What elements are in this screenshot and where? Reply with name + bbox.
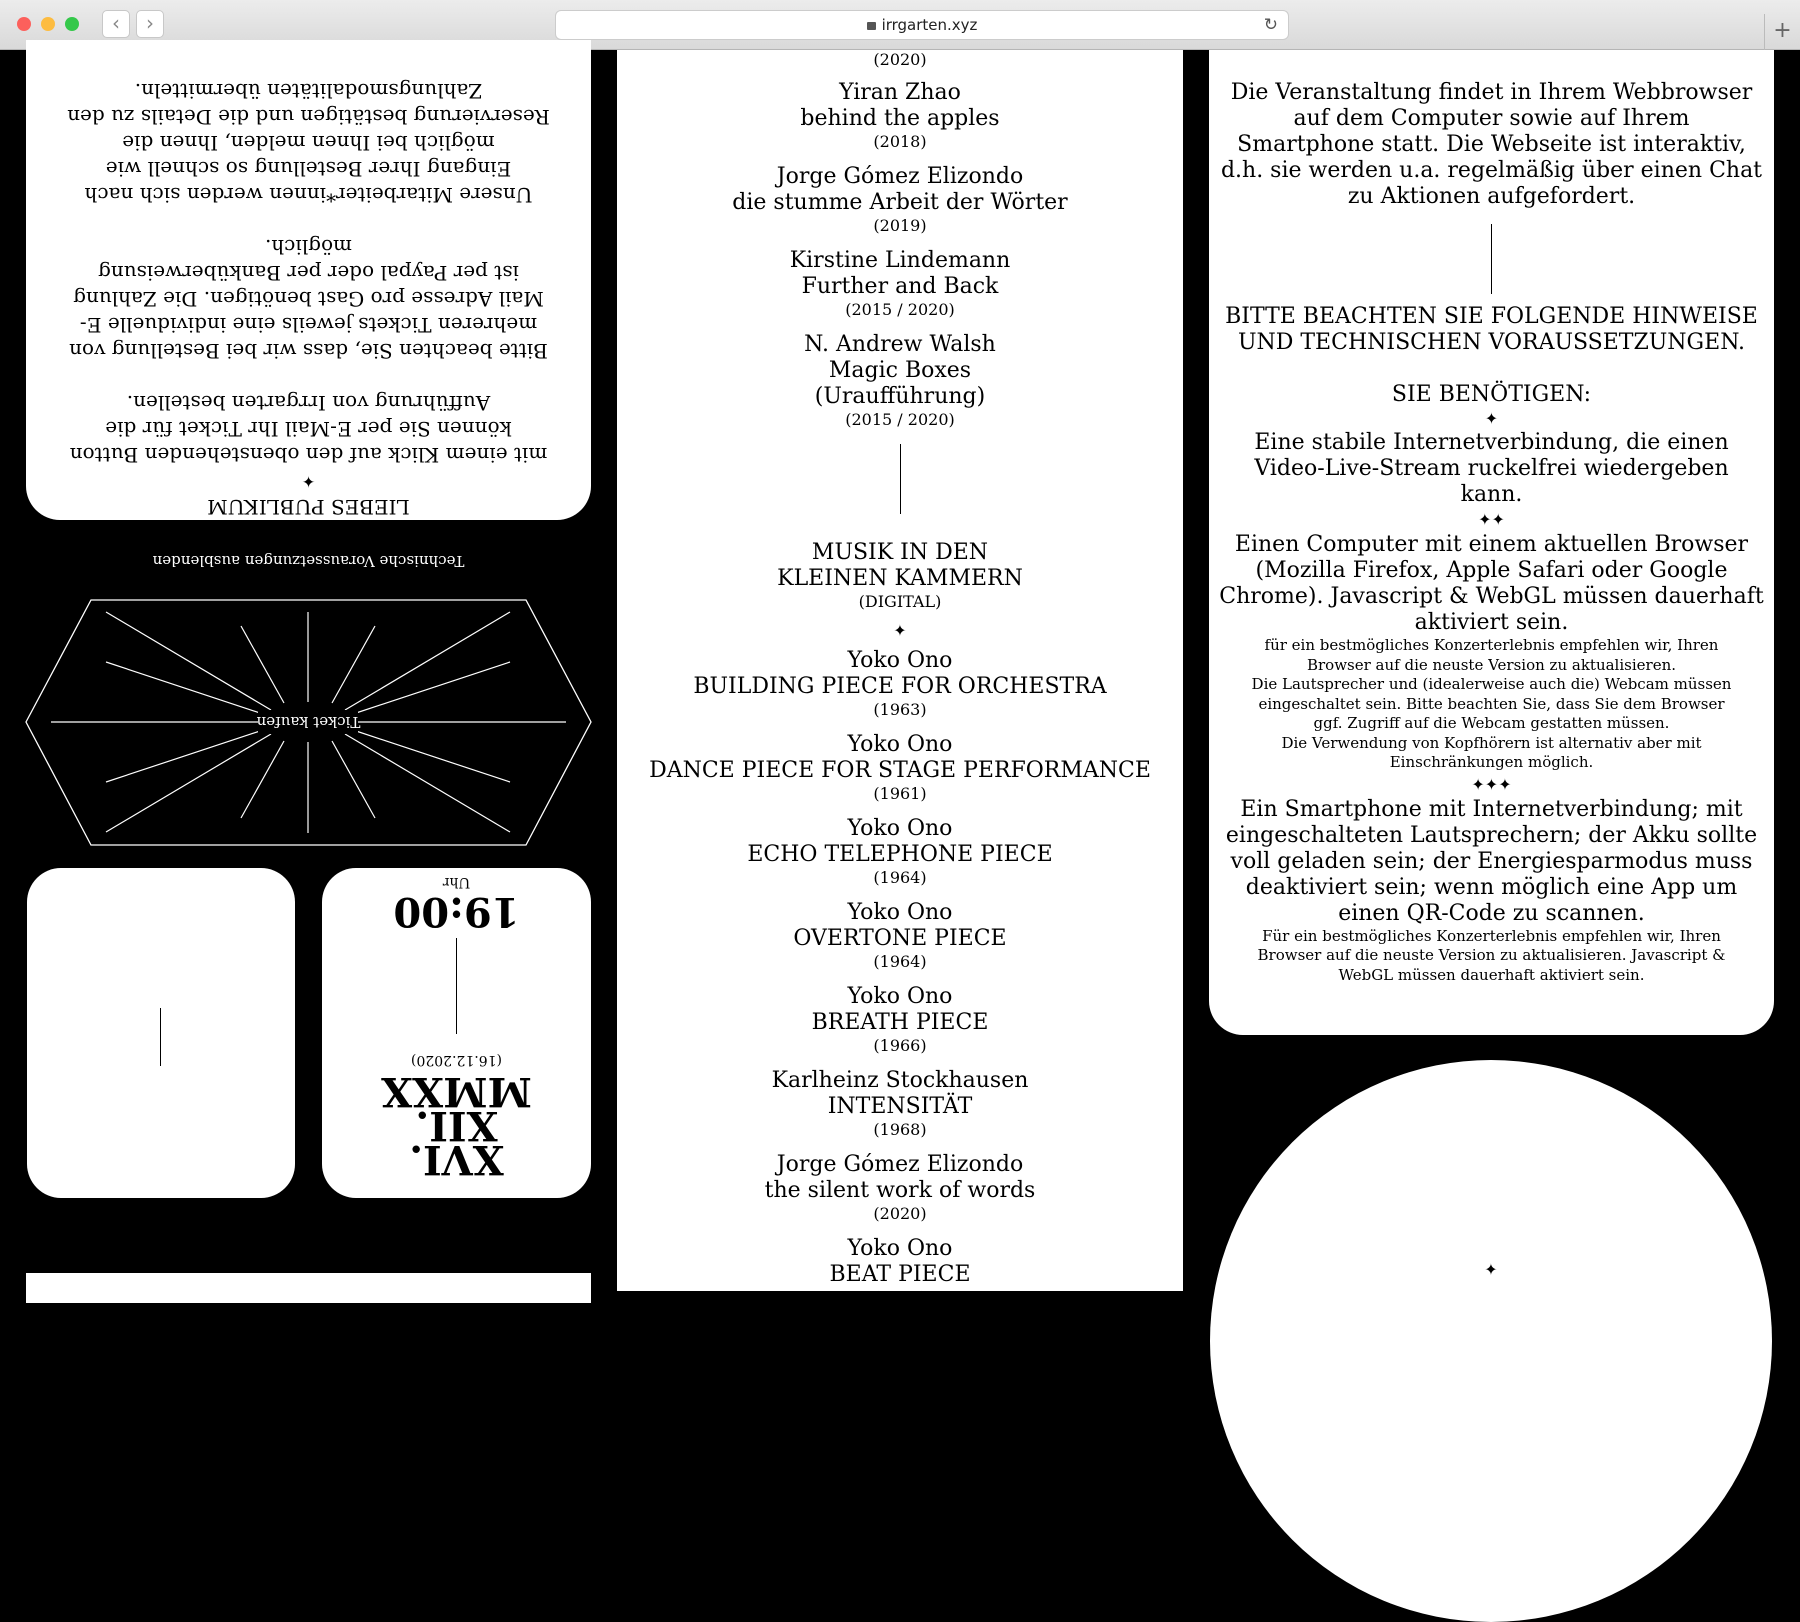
circle-card <box>1210 1060 1772 1622</box>
minimize-window-button[interactable] <box>41 17 55 31</box>
time-unit: Uhr <box>442 874 471 890</box>
program-entry: Yoko Ono BEAT PIECE (1963) <box>829 1236 971 1307</box>
divider-line <box>1491 224 1492 294</box>
divider-line <box>160 1008 161 1066</box>
program-entry: Jorge Gómez Elizondo the silent work of words (2020) <box>764 1152 1036 1223</box>
close-window-button[interactable] <box>17 17 31 31</box>
program-column <box>617 50 1183 1307</box>
next-card <box>26 1273 591 1303</box>
program-entry: Yoko Ono DANCE PIECE FOR STAGE PERFORMANCE (1961) <box>649 732 1151 803</box>
chevron-left-icon: ‹ <box>112 11 120 35</box>
page-viewport <box>0 50 1800 1307</box>
notice-title: LIEBES PUBLIKUM <box>207 495 410 519</box>
notice-paragraph-2: Bitte beachten Sie, dass wir bei Bestellung von mehreren Tickets jeweils eine individuelle E- Mail Adresse pro Gast benötigen. Die Zahlung ist per Paypal oder per Banküberweisung möglich. <box>69 235 548 363</box>
divider-line <box>456 938 457 1034</box>
program-entry: Yiran Zhao behind the apples (2018) <box>800 80 1000 151</box>
program-entry: Karlheinz Stockhausen INTENSITÄT (1968) <box>771 1068 1029 1139</box>
requirement-smartphone-note: Für ein bestmögliches Konzerterlebnis empfehlen wir, Ihren Browser auf die neuste Version zu aktualisieren. Javascript & WebGL müssen dauerhaft aktiviert sein. <box>1257 926 1726 984</box>
requirement-smartphone: Ein Smartphone mit Internetverbindung; mit eingeschalteten Lautsprechern; der Akku sollte voll geladen sein; der Energiesparmodus muss deaktiviert sein; wenn möglich eine App um einen QR-Code zu scannen. <box>1225 796 1758 926</box>
date-card <box>322 868 591 1198</box>
ticket-button-label: Ticket kaufen <box>256 713 361 731</box>
notice-paragraph-3: Unsere Mitarbeiter*innen werden sich nach Eingang Ihrer Bestellung so schnell wie möglich bei Ihnen melden, Ihnen die Reservierung bestätigen und die Details zu den Zahlungsmodalitäten übermitteln. <box>67 79 550 207</box>
ticket-button[interactable] <box>26 600 591 845</box>
date-numeric: (16.12.2020) <box>410 1052 503 1068</box>
new-tab-button[interactable]: + <box>1764 14 1800 50</box>
lock-icon <box>867 22 876 30</box>
need-heading: SIE BENÖTIGEN: <box>1391 382 1592 407</box>
star-icon: ✦✦✦ <box>1471 774 1512 794</box>
requirement-computer-note: für ein bestmögliches Konzerterlebnis empfehlen wir, Ihren Browser auf die neuste Version zu aktualisieren. Die Lautsprecher und (idealerweise auch die) Webcam müssen eingeschaltet sein. Bitte beachten Sie, dass Sie dem Browser ggf. Zugriff auf die Webcam gestatten müssen. Die Verwendung von Kopfhörern ist alternativ aber mit Einschränkungen möglich. <box>1251 636 1732 771</box>
requirement-computer: Einen Computer mit einem aktuellen Browser (Mozilla Firefox, Apple Safari oder Google Chrome). Javascript & WebGL müssen dauerhaft aktiviert sein. <box>1219 532 1764 635</box>
section-title: MUSIK IN DEN KLEINEN KAMMERN (DIGITAL) <box>777 540 1023 611</box>
chevron-right-icon: › <box>146 11 154 35</box>
program-entry: Yoko Ono BUILDING PIECE FOR ORCHESTRA (1963) <box>693 648 1107 719</box>
url-text: irrgarten.xyz <box>881 16 978 34</box>
notice-card <box>26 40 591 520</box>
program-entry: Jorge Gómez Elizondo die stumme Arbeit der Wörter (2019) <box>732 164 1068 235</box>
program-entry: Yoko Ono OVERTONE PIECE (1964) <box>793 900 1007 971</box>
back-button[interactable] <box>102 10 130 38</box>
star-icon: ✦ <box>893 621 907 640</box>
star-icon: ✦ <box>1484 1260 1498 1279</box>
reload-icon[interactable]: ↻ <box>1263 15 1278 35</box>
program-entry: Kirstine Lindemann Further and Back (2015 / 2020) <box>789 248 1011 319</box>
forward-button[interactable] <box>136 10 164 38</box>
requirements-card <box>1209 50 1774 1035</box>
hide-requirements-link[interactable]: Technische Voraussetzungen ausblenden <box>152 552 465 570</box>
star-icon: ✦ <box>1484 409 1499 428</box>
maximize-window-button[interactable] <box>65 17 79 31</box>
time: 19:00 <box>393 888 520 935</box>
program-entry: Yoko Ono BREATH PIECE (1966) <box>811 984 989 1055</box>
address-bar[interactable] <box>555 10 1289 40</box>
star-icon: ✦✦ <box>1478 510 1505 529</box>
date-roman: XVI. XII. MMXX <box>381 1068 532 1183</box>
work-year: (2020) <box>873 50 927 69</box>
notice-heading: BITTE BEACHTEN SIE FOLGENDE HINWEISE UND TECHNISCHEN VORAUSSETZUNGEN. <box>1225 304 1758 355</box>
requirement-internet: Eine stabile Internetverbindung, die einen Video-Live-Stream ruckelfrei wiedergeben kann. <box>1254 430 1729 507</box>
notice-paragraph-1: mit einem Klick auf den obenstehenden Button können Sie per E-Mail Ihr Ticket für die Aufführung von Irrgarten bestellen. <box>69 391 548 467</box>
divider-line <box>900 444 901 514</box>
blank-card <box>27 868 295 1198</box>
star-icon: ✦ <box>301 472 316 491</box>
program-entry: N. Andrew Walsh Magic Boxes (Uraufführung) (2015 / 2020) <box>804 332 996 429</box>
intro-text: Die Veranstaltung findet in Ihrem Webbrowser auf dem Computer sowie auf Ihrem Smartphone statt. Die Webseite ist interaktiv, d.h. sie werden u.a. regelmäßig über einen Chat zu Aktionen aufgefordert. <box>1220 80 1763 209</box>
program-entry: Yoko Ono ECHO TELEPHONE PIECE (1964) <box>747 816 1053 887</box>
